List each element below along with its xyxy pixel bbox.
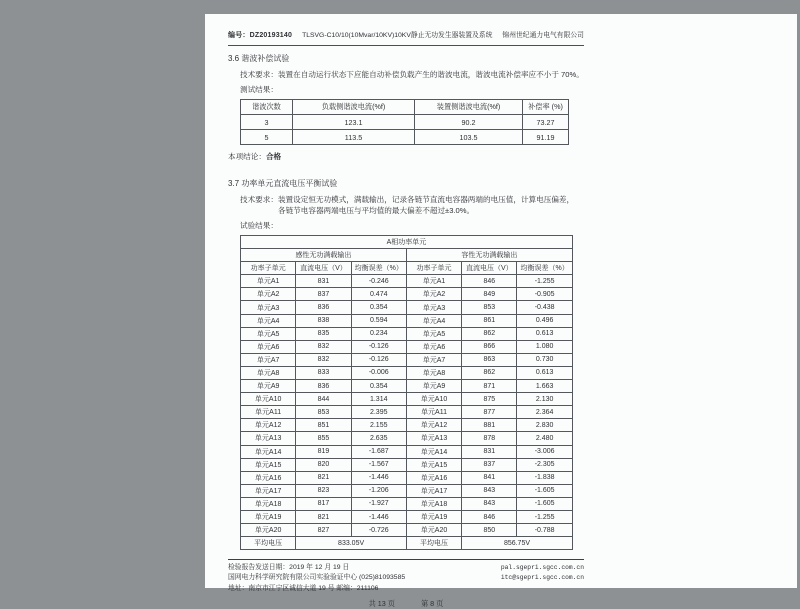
table-cell: 0.354	[351, 380, 406, 393]
table-cell: 单元A19	[406, 510, 461, 523]
table-cell: -3.006	[517, 445, 572, 458]
table-title: A相功率单元	[241, 236, 573, 249]
table-cell: 单元A8	[406, 366, 461, 379]
table-row	[241, 130, 569, 145]
table-cell: 2.635	[351, 432, 406, 445]
table-cell: 103.5	[415, 130, 523, 145]
average-inductive-value: 833.05V	[296, 537, 407, 550]
table-cell: 单元A15	[406, 458, 461, 471]
table-cell: 871	[462, 380, 517, 393]
table-cell: 843	[462, 484, 517, 497]
column-header: 补偿率 (%)	[523, 100, 569, 115]
table-row	[241, 524, 573, 537]
table-row	[241, 301, 573, 314]
table-cell: 1.314	[351, 393, 406, 406]
table-cell: 861	[462, 314, 517, 327]
table-cell: 853	[296, 406, 351, 419]
column-header: 均衡误差（%）	[517, 262, 572, 275]
table-cell: 73.27	[523, 115, 569, 130]
table-cell: -0.438	[517, 301, 572, 314]
table-cell: 881	[462, 419, 517, 432]
table-cell: 863	[462, 353, 517, 366]
table-row	[241, 471, 573, 484]
average-voltage-row	[241, 537, 573, 550]
table-cell: -1.255	[517, 510, 572, 523]
table-cell: -1.605	[517, 484, 572, 497]
report-content	[228, 14, 584, 609]
table-cell: 836	[296, 380, 351, 393]
table-row	[241, 340, 573, 353]
table-cell: 单元A9	[241, 380, 296, 393]
report-title: TLSVG-C10/10(10Mvar/10KV)10KV静止无功发生器装置及系统	[302, 32, 493, 39]
average-label: 平均电压	[241, 537, 296, 550]
table-cell: -1.605	[517, 497, 572, 510]
column-header: 功率子单元	[406, 262, 461, 275]
table-cell: 855	[296, 432, 351, 445]
table-cell: -0.126	[351, 353, 406, 366]
footer-organization: 国网电力科学研究院有限公司实验验证中心 (025)81093585	[228, 574, 406, 582]
section-3-6-results-label: 测试结果：	[240, 85, 278, 94]
table-cell: 817	[296, 497, 351, 510]
table-cell: 1.663	[517, 380, 572, 393]
table-cell: 0.234	[351, 327, 406, 340]
footer-website: pal.sgepri.sgcc.com.cn	[500, 564, 584, 572]
table-cell: 单元A1	[241, 275, 296, 288]
table-cell: -0.905	[517, 288, 572, 301]
table-cell: 836	[296, 301, 351, 314]
table-cell: 单元A7	[406, 353, 461, 366]
column-header: 直流电压（V）	[296, 262, 351, 275]
table-row	[241, 445, 573, 458]
table-cell: -1.206	[351, 484, 406, 497]
table-row	[241, 393, 573, 406]
table-cell: -0.126	[351, 340, 406, 353]
column-header: 功率子单元	[241, 262, 296, 275]
table-row	[241, 497, 573, 510]
table-cell: 单元A3	[241, 301, 296, 314]
report-page	[205, 14, 797, 608]
table-cell: 878	[462, 432, 517, 445]
table-cell: -2.305	[517, 458, 572, 471]
footer-email: itc@sgepri.sgcc.com.cn	[500, 574, 584, 582]
table-header-row	[241, 100, 569, 115]
table-cell: 821	[296, 471, 351, 484]
table-cell: -1.838	[517, 471, 572, 484]
table-row	[241, 510, 573, 523]
table-row	[241, 327, 573, 340]
table-cell: -1.927	[351, 497, 406, 510]
table-cell: 823	[296, 484, 351, 497]
table-cell: 单元A14	[241, 445, 296, 458]
table-cell: 846	[462, 510, 517, 523]
table-cell: 单元A4	[241, 314, 296, 327]
footer-right-block	[501, 563, 584, 594]
table-cell: 2.395	[351, 406, 406, 419]
table-cell: -0.726	[351, 524, 406, 537]
table-cell: 2.830	[517, 419, 572, 432]
table-cell: 832	[296, 353, 351, 366]
table-row	[241, 366, 573, 379]
table-cell: 单元A6	[406, 340, 461, 353]
table-cell: 单元A10	[241, 393, 296, 406]
table-row	[241, 419, 573, 432]
column-header: 谐波次数	[241, 100, 293, 115]
table-cell: 单元A17	[406, 484, 461, 497]
footer-left-block	[228, 563, 405, 594]
page-current: 第 8 页	[421, 598, 444, 608]
table-cell: 850	[462, 524, 517, 537]
average-label: 平均电压	[406, 537, 461, 550]
table-cell: 833	[296, 366, 351, 379]
table-cell: 单元A16	[406, 471, 461, 484]
page-number-line	[228, 599, 584, 609]
table-cell: -1.567	[351, 458, 406, 471]
table-row	[241, 314, 573, 327]
table-cell: -1.446	[351, 510, 406, 523]
table-cell: 3	[241, 115, 293, 130]
conclusion-label: 本项结论：	[228, 152, 266, 161]
table-cell: 123.1	[293, 115, 415, 130]
table-row	[241, 484, 573, 497]
table-cell: 846	[462, 275, 517, 288]
table-cell: 2.480	[517, 432, 572, 445]
table-cell: 单元A6	[241, 340, 296, 353]
table-cell: 单元A17	[241, 484, 296, 497]
table-cell: 单元A4	[406, 314, 461, 327]
table-cell: 844	[296, 393, 351, 406]
table-cell: -1.255	[517, 275, 572, 288]
page-total: 共 13 页	[368, 598, 395, 608]
table-cell: 单元A10	[406, 393, 461, 406]
section-3-7-heading: 3.7 功率单元直流电压平衡试验	[228, 179, 338, 188]
table-cell: 单元A1	[406, 275, 461, 288]
table-cell: 单元A5	[241, 327, 296, 340]
table-cell: 单元A18	[406, 497, 461, 510]
table-cell: 862	[462, 366, 517, 379]
average-capacitive-value: 856.75V	[462, 537, 573, 550]
table-cell: 866	[462, 340, 517, 353]
table-cell: 2.364	[517, 406, 572, 419]
table-cell: 单元A5	[406, 327, 461, 340]
table-cell: 841	[462, 471, 517, 484]
table-cell: 2.130	[517, 393, 572, 406]
conclusion-value: 合格	[265, 152, 282, 161]
table-cell: 单元A20	[241, 524, 296, 537]
table-group-header-row	[241, 249, 573, 262]
requirement-line-2: 各链节电容器两端电压与平均值的最大偏差不超过±3.0%。	[278, 206, 475, 215]
footer-divider	[228, 559, 584, 560]
table-cell: 849	[462, 288, 517, 301]
table-cell: -1.687	[351, 445, 406, 458]
table-row	[241, 380, 573, 393]
table-cell: 819	[296, 445, 351, 458]
table-cell: 单元A12	[406, 419, 461, 432]
table-cell: 875	[462, 393, 517, 406]
section-3-6-conclusion	[228, 151, 584, 162]
table-cell: 0.613	[517, 366, 572, 379]
table-row	[241, 115, 569, 130]
table-cell: 827	[296, 524, 351, 537]
table-cell: 0.496	[517, 314, 572, 327]
table-header-row	[241, 262, 573, 275]
table-row	[241, 432, 573, 445]
table-cell: 0.474	[351, 288, 406, 301]
table-cell: -0.788	[517, 524, 572, 537]
report-header	[228, 29, 584, 46]
table-row	[241, 353, 573, 366]
column-header: 装置侧谐波电流(%f)	[415, 100, 523, 115]
harmonic-compensation-table	[240, 99, 569, 145]
report-footer	[228, 563, 584, 594]
table-cell: 单元A18	[241, 497, 296, 510]
table-cell: 单元A11	[241, 406, 296, 419]
company-name: 锦州世纪通力电气有限公司	[502, 32, 584, 39]
table-cell: 单元A13	[406, 432, 461, 445]
table-cell: 单元A16	[241, 471, 296, 484]
table-cell: 835	[296, 327, 351, 340]
table-cell: 837	[462, 458, 517, 471]
section-3-7-requirement	[240, 194, 584, 216]
table-cell: 单元A20	[406, 524, 461, 537]
table-cell: 877	[462, 406, 517, 419]
table-cell: 单元A2	[241, 288, 296, 301]
table-row	[241, 275, 573, 288]
table-cell: 838	[296, 314, 351, 327]
column-header: 直流电压（V）	[462, 262, 517, 275]
table-cell: 单元A19	[241, 510, 296, 523]
table-cell: 单元A9	[406, 380, 461, 393]
table-row	[241, 406, 573, 419]
table-cell: 2.155	[351, 419, 406, 432]
footer-sent-date: 检验报告发送日期：2019 年 12 月 19 日	[228, 564, 350, 572]
table-cell: 单元A7	[241, 353, 296, 366]
table-cell: 831	[462, 445, 517, 458]
group-header-capacitive: 容性无功满载输出	[406, 249, 572, 262]
column-header: 负载侧谐波电流(%f)	[293, 100, 415, 115]
table-cell: 851	[296, 419, 351, 432]
table-cell: 单元A11	[406, 406, 461, 419]
table-cell: -0.006	[351, 366, 406, 379]
table-cell: 853	[462, 301, 517, 314]
table-cell: 0.354	[351, 301, 406, 314]
table-row	[241, 288, 573, 301]
group-header-inductive: 感性无功满载输出	[241, 249, 407, 262]
table-cell: 90.2	[415, 115, 523, 130]
table-cell: -1.446	[351, 471, 406, 484]
table-cell: 831	[296, 275, 351, 288]
table-cell: 113.5	[293, 130, 415, 145]
section-3-7-results-label: 试验结果：	[240, 221, 278, 230]
table-cell: 单元A14	[406, 445, 461, 458]
table-title-row	[241, 236, 573, 249]
table-cell: 单元A12	[241, 419, 296, 432]
table-cell: 单元A13	[241, 432, 296, 445]
table-cell: 0.730	[517, 353, 572, 366]
table-row	[241, 458, 573, 471]
table-cell: 91.19	[523, 130, 569, 145]
table-cell: 单元A15	[241, 458, 296, 471]
table-cell: 837	[296, 288, 351, 301]
section-3-6-heading: 3.6 谐波补偿试验	[228, 54, 290, 63]
table-cell: 843	[462, 497, 517, 510]
section-3-6-requirement: 技术要求：装置在自动运行状态下应能自动补偿负载产生的谐波电流，谐波电流补偿率应不小于 70%。	[240, 70, 584, 79]
table-cell: 0.613	[517, 327, 572, 340]
table-cell: 单元A2	[406, 288, 461, 301]
table-cell: 862	[462, 327, 517, 340]
table-cell: 单元A3	[406, 301, 461, 314]
table-cell: 单元A8	[241, 366, 296, 379]
column-header: 均衡误差（%）	[351, 262, 406, 275]
table-cell: 832	[296, 340, 351, 353]
table-cell: -0.246	[351, 275, 406, 288]
table-cell: 1.080	[517, 340, 572, 353]
requirement-line-1: 技术要求：装置设定恒无功模式，满载输出，记录各链节直流电容器两端的电压值，计算电压偏差，	[240, 195, 575, 204]
footer-address: 地址：南京市江宁区诚信大道 19 号 邮编：211106	[228, 584, 379, 592]
table-cell: 820	[296, 458, 351, 471]
dc-voltage-balance-table	[240, 235, 573, 550]
report-number: 编号：DZ20193140	[228, 32, 293, 39]
table-cell: 5	[241, 130, 293, 145]
table-cell: 821	[296, 510, 351, 523]
table-cell: 0.594	[351, 314, 406, 327]
